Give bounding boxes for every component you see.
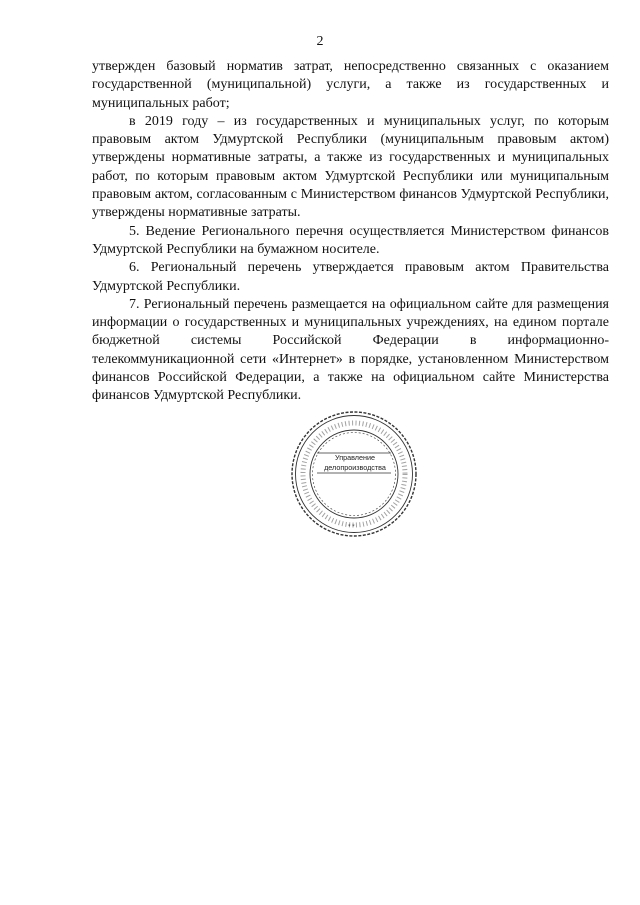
paragraph-item-6: 6. Региональный перечень утверждается правовым актом Правительства Удмуртской Республики. — [92, 260, 609, 294]
svg-text:* *: * * — [348, 524, 355, 530]
paragraph-continuation: утвержден базовый норматив затрат, непосредственно связанных с оказанием государственной (муниципальной) услуги, а также из государственных и муниципальных работ; — [92, 59, 609, 111]
stamp-line-2: делопроизводства — [324, 463, 386, 472]
document-body — [92, 58, 609, 406]
official-stamp — [289, 409, 419, 539]
paragraph-2019: в 2019 году – из государственных и муниципальных услуг, по которым правовым актом Удмуртской Республики (муниципальным правовым актом) утверждены нормативные затраты, а также из государственных и муниципальных работ, по которым правовым актом Удмуртской Республики или муниципальным правовым актом, согласованным с Министерством финансов Удмуртской Республики, утверждены нормативные затраты. — [92, 113, 609, 221]
stamp-seal-icon — [289, 409, 419, 539]
paragraph-item-7: 7. Региональный перечень размещается на официальном сайте для размещения информации о государственных и муниципальных учреждениях, на едином портале бюджетной системы Российской Федерации в информационно-телекоммуникационной сети «Интернет» в порядке, установленном Министерством финансов Российской Федерации, а также на официальном сайте Министерства финансов Удмуртской Республики. — [92, 296, 609, 404]
paragraph-item-5: 5. Ведение Регионального перечня осуществляется Министерством финансов Удмуртской Республики на бумажном носителе. — [92, 223, 609, 257]
stamp-line-1: Управление — [335, 453, 375, 462]
page-number: 2 — [316, 34, 324, 49]
